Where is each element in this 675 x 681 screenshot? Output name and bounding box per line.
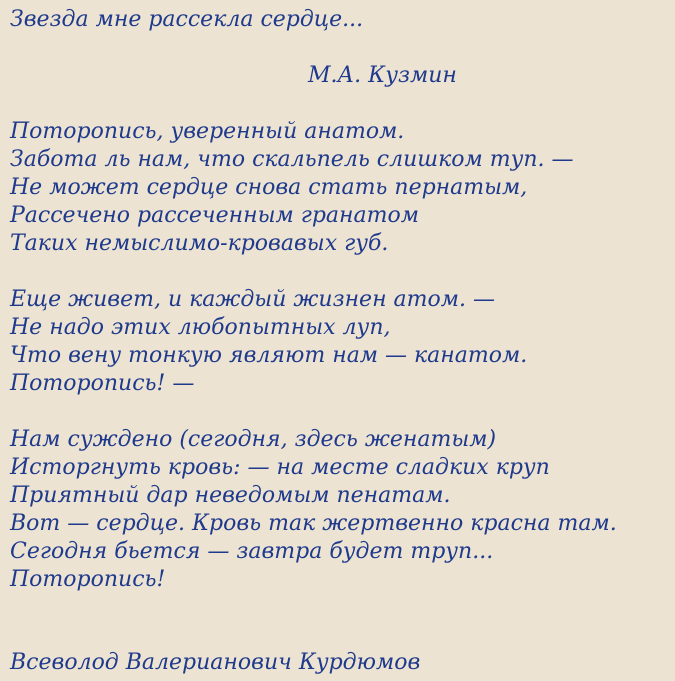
poem-line: Не может сердце снова стать пернатым, [10, 175, 528, 200]
poem-line: Исторгнуть кровь: — на месте сладких круп [10, 455, 550, 480]
poem-line: Вот — сердце. Кровь так жертвенно красна там. [10, 511, 617, 536]
poem-body [10, 6, 670, 594]
spacer [10, 34, 670, 62]
stanza-3 [10, 426, 670, 594]
spacer [10, 258, 670, 286]
poem-line: Сегодня бьется — завтра будет труп... [10, 539, 494, 564]
spacer [10, 398, 670, 426]
poem-line: Рассечено рассеченным гранатом [10, 203, 419, 228]
poem-line: Забота ль нам, что скальпель слишком туп. — [10, 147, 574, 172]
epigraph-author: М.А. Кузмин [308, 63, 457, 88]
poem-line: Поторопись! [10, 567, 166, 592]
poem-line: Не надо этих любопытных луп, [10, 315, 391, 340]
author-signature: Всеволод Валерианович Курдюмов [10, 650, 421, 675]
stanza-1 [10, 118, 670, 258]
poem-line: Приятный дар неведомым пенатам. [10, 483, 451, 508]
spacer [10, 90, 670, 118]
poem-line: Поторопись, уверенный анатом. [10, 119, 405, 144]
poem-line: Таких немыслимо-кровавых губ. [10, 231, 389, 256]
poem-line: Что вену тонкую являют нам — канатом. [10, 343, 528, 368]
poem-line: Нам суждено (сегодня, здесь женатым) [10, 427, 497, 452]
epigraph-text: Звезда мне рассекла сердце... [10, 7, 364, 32]
poem-line: Еще живет, и каждый жизнен атом. — [10, 287, 496, 312]
stanza-2 [10, 286, 670, 398]
poem-line: Поторопись! — [10, 371, 195, 396]
